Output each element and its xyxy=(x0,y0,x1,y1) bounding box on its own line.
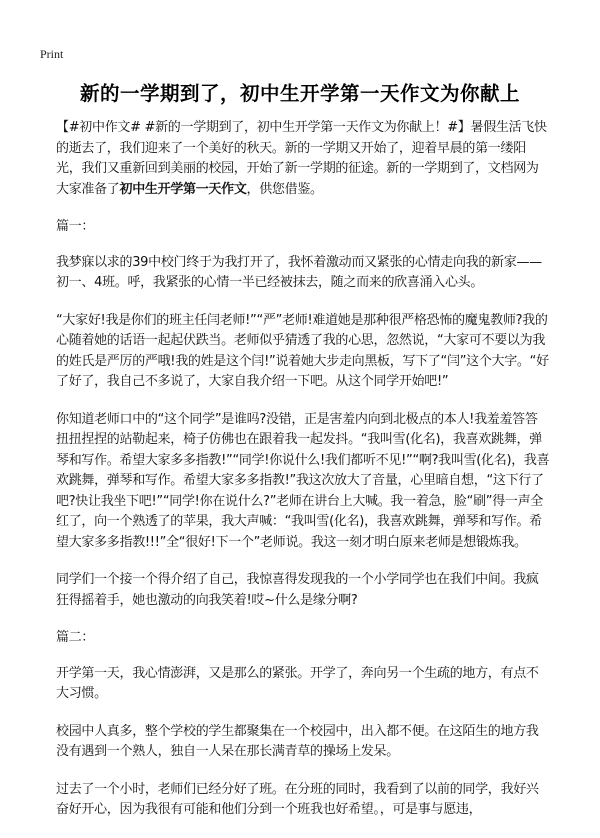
section2-paragraph: 校园中人真多，整个学校的学生都聚集在一个校园中，出入都不便。在这陌生的地方我没有遇到一个熟人，独自一人呆在那长满青草的操场上发呆。 xyxy=(56,723,539,759)
intro-paragraph xyxy=(56,118,550,200)
page-title: 新的一学期到了，初中生开学第一天作文为你献上 xyxy=(79,82,520,105)
section1-paragraph: “大家好!我是你们的班主任闫老师!”“严”老师!难道她是那种很严格恐怖的魔鬼教师?我的心随着她的话语一起起伏跌当。老师似乎猜透了我的心思，忽然说，“大家可不要以为我的姓氏是严厉的严哦!我的姓是这个闫!”说着她大步走向黑板，写下了“闫”这个大字。“好了好了，我自己不多说了，大家自我介绍一下吧。从这个同学开始吧!” xyxy=(56,312,549,389)
section1-paragraph: 同学们一个接一个得介绍了自己，我惊喜得发现我的一个小学同学也在我们中间。我疯狂得摇着手，她也激动的向我笑着!哎~什么是缘分啊? xyxy=(56,572,539,608)
section1-paragraph: 我梦寐以求的39中校门终于为我打开了，我怀着激动而又紧张的心情走向我的新家——初一、4班。呼，我紧张的心情一半已经被抹去，随之而来的欣喜涌入心头。 xyxy=(56,254,542,290)
print-link[interactable]: Print xyxy=(40,47,64,61)
section-heading-1: 篇一： xyxy=(56,219,95,234)
article-body xyxy=(56,118,550,838)
intro-text: 【#初中作文# #新的一学期到了，初中生开学第一天作文为你献上！#】暑假生活飞快的逝去了，我们迎来了一个美好的秋天。新的一学期又开始了，迎着早晨的第一缕阳光，我们又重新回到美丽的校园，开始了新一学期的征途。新的一学期到了，文档网为大家准备了 xyxy=(56,120,547,197)
section-heading-2: 篇二： xyxy=(56,630,95,645)
intro-text-end: ，供您借鉴。 xyxy=(246,181,323,197)
section2-paragraph: 开学第一天，我心情澎湃，又是那么的紧张。开学了，奔向另一个生疏的地方，有点不大习惯。 xyxy=(56,665,539,701)
intro-bold-text: 初中生开学第一天作文 xyxy=(119,181,247,197)
section1-paragraph: 你知道老师口中的“这个同学”是谁吗?没错，正是害羞内向到北极点的本人!我羞羞答答扭扭捏捏的站勒起来，椅子仿佛也在跟着我一起发抖。“我叫雪(化名)，我喜欢跳舞，弹琴和写作。希望大家多多指教!”“同学!你说什么!我们都听不见!”“啊?我叫雪(化名)，我喜欢跳舞，弹琴和写作。希望大家多多指教!”我这次放大了音量，心里暗自想，“这下行了吧?快让我坐下吧!”“同学!你在说什么?”老师在讲台上大喊。我一着急，脸“刷”得一声全红了，向一个熟透了的苹果，我大声喊：“我叫雪(化名)，我喜欢跳舞，弹琴和写作。希望大家多多指教!!!”全“很好!下一个”老师说。我这一刻才明白原来老师是想锻炼我。 xyxy=(56,411,550,550)
section2-paragraph: 过去了一个小时，老师们已经分好了班。在分班的同时，我看到了以前的同学，我好兴奋好开心，因为我很有可能和他们分到一个班我也好希望。，可是事与愿违， xyxy=(56,781,539,817)
